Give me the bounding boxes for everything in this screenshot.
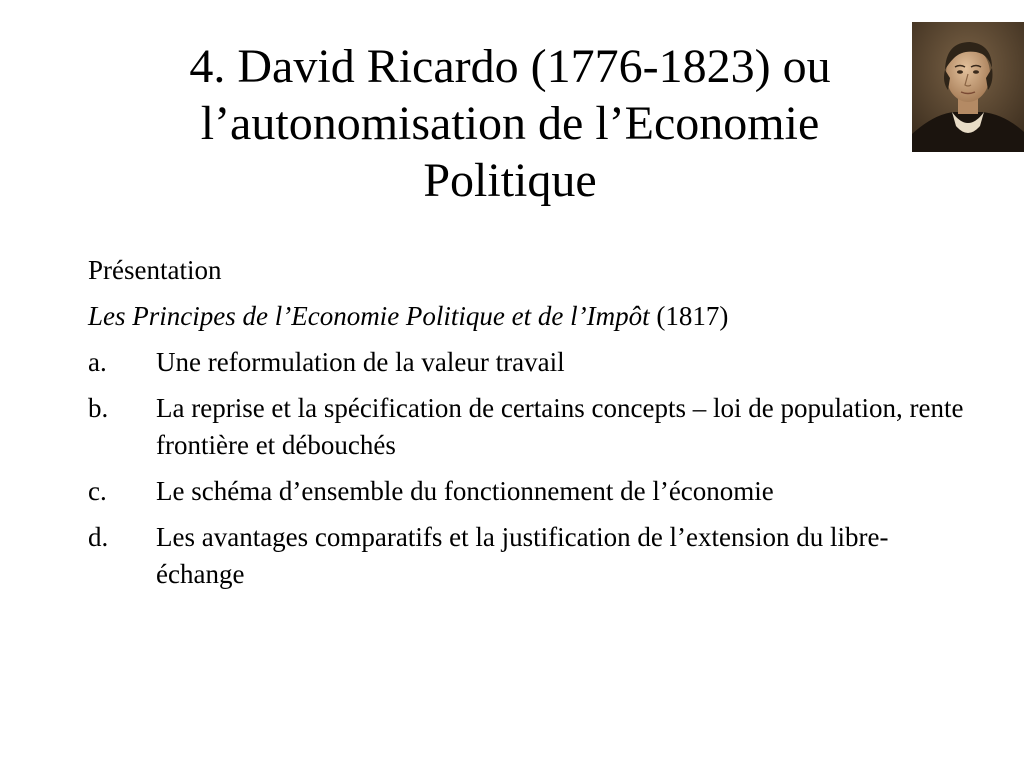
slide-title — [110, 38, 910, 209]
title-line-1: 4. David Ricardo (1776-1823) ou — [189, 40, 831, 93]
book-year: (1817) — [649, 301, 729, 331]
book-reference — [88, 298, 968, 335]
book-title: Les Principes de l’Economie Politique et de l’Impôt — [88, 301, 650, 331]
list-item-text: La reprise et la spécification de certains concepts – loi de population, rente frontière et débouchés — [156, 393, 964, 460]
list-item-b — [88, 390, 968, 464]
list-marker: c. — [88, 476, 107, 506]
list-item-text: Une reformulation de la valeur travail — [156, 347, 565, 377]
list-item-a — [88, 344, 968, 381]
title-line-3: Politique — [423, 154, 597, 207]
title-line-2: l’autonomisation de l’Economie — [200, 97, 820, 150]
list-item-c — [88, 473, 968, 510]
portrait-image — [912, 22, 1024, 152]
list-marker: b. — [88, 393, 109, 423]
portrait-illustration — [912, 22, 1024, 152]
list-marker: d. — [88, 522, 109, 552]
list-marker: a. — [88, 347, 107, 377]
list-item-d — [88, 519, 968, 593]
presentation-heading: Présentation — [88, 255, 222, 285]
list-item-text: Les avantages comparatifs et la justification de l’extension du libre-échange — [156, 522, 889, 589]
slide-body — [88, 252, 968, 602]
list-item-text: Le schéma d’ensemble du fonctionnement de l’économie — [156, 476, 774, 506]
